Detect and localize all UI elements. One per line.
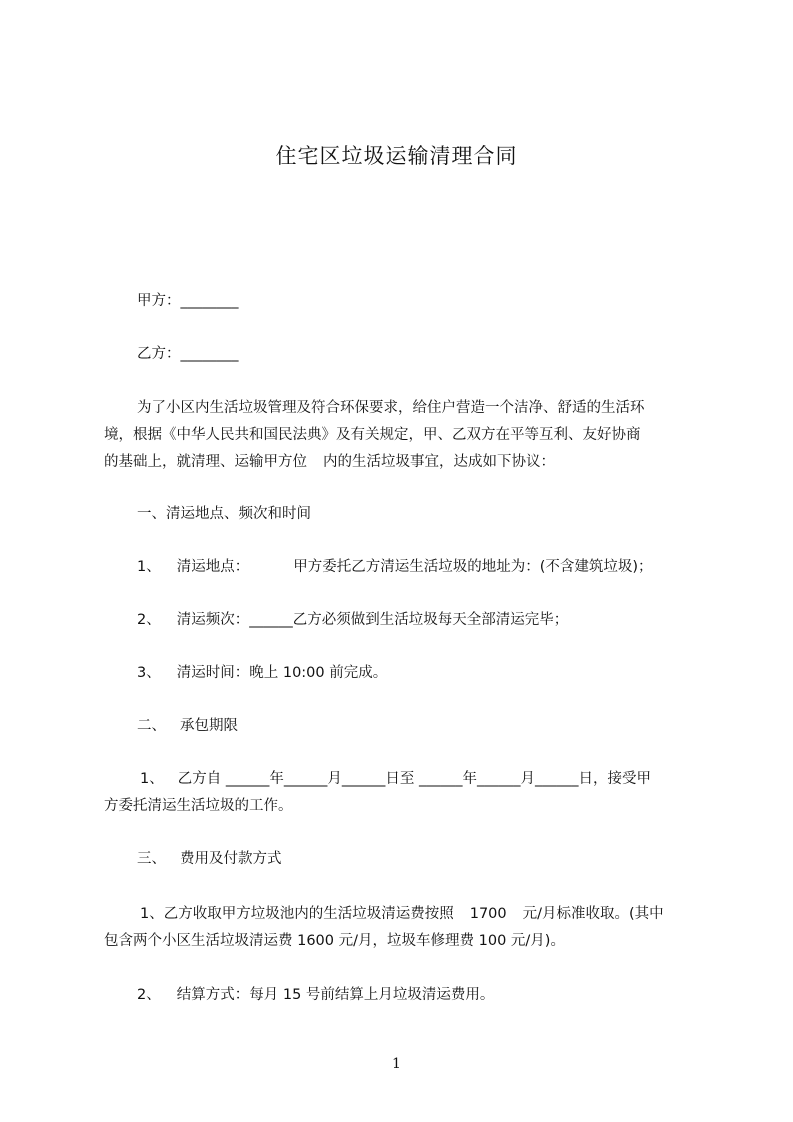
heading-text: 承包期限 bbox=[180, 718, 238, 734]
section-2-heading bbox=[137, 714, 238, 738]
item-text: 清运频次：______乙方必须做到生活垃圾每天全部清运完毕； bbox=[176, 612, 569, 628]
item-number: 2、 bbox=[137, 612, 161, 628]
section-1-item-3 bbox=[137, 661, 387, 685]
heading-text: 费用及付款方式 bbox=[180, 851, 282, 867]
section-3-heading bbox=[137, 847, 282, 871]
section-1-heading: 一、清运地点、频次和时间 bbox=[137, 506, 311, 522]
item-number: 3、 bbox=[137, 665, 161, 681]
fee-amount: 1700 bbox=[469, 906, 507, 922]
section-3-item-1-line-2: 包含两个小区生活垃圾清运费 1600 元/月，垃圾车修理费 100 元/月)。 bbox=[104, 933, 565, 949]
item-text: 乙方自 ______年______月______日至 ______年______月______日，接受甲 bbox=[177, 771, 651, 787]
heading-number: 三、 bbox=[137, 851, 166, 867]
intro-line-3 bbox=[104, 450, 555, 474]
item-text: 结算方式：每月 15 号前结算上月垃圾清运费用。 bbox=[176, 987, 495, 1003]
section-2-item-1-line-1 bbox=[140, 767, 651, 791]
document-title: 住宅区垃圾运输清理合同 bbox=[275, 144, 518, 168]
section-1-item-1 bbox=[137, 555, 653, 579]
party-b-line: 乙方：________ bbox=[137, 346, 239, 362]
item-text-end: 元/月标准收取。(其中 bbox=[522, 906, 664, 922]
section-2-item-1-line-2: 方委托清运生活垃圾的工作。 bbox=[104, 798, 293, 814]
page-number: 1 bbox=[392, 1056, 401, 1072]
item-number: 2、 bbox=[137, 987, 161, 1003]
section-3-item-1-line-1 bbox=[140, 902, 664, 926]
party-a-line: 甲方：________ bbox=[137, 293, 239, 309]
item-number: 1、 bbox=[137, 559, 161, 575]
intro-line-3-part-b: 内的生活垃圾事宜，达成如下协议： bbox=[323, 454, 555, 470]
item-text: 甲方委托乙方清运生活垃圾的地址为：(不含建筑垃圾)； bbox=[293, 559, 653, 575]
intro-line-1: 为了小区内生活垃圾管理及符合环保要求，给住户营造一个洁净、舒适的生活环 bbox=[137, 400, 645, 416]
item-text-start: 1、乙方收取甲方垃圾池内的生活垃圾清运费按照 bbox=[140, 906, 454, 922]
section-3-item-2 bbox=[137, 983, 494, 1007]
intro-line-3-part-a: 的基础上，就清理、运输甲方位 bbox=[104, 454, 307, 470]
item-text: 清运时间：晚上 10:00 前完成。 bbox=[176, 665, 388, 681]
heading-number: 二、 bbox=[137, 718, 166, 734]
item-number: 1、 bbox=[140, 771, 164, 787]
intro-line-2: 境，根据《中华人民共和国民法典》及有关规定，甲、乙双方在平等互利、友好协商 bbox=[104, 427, 641, 443]
section-1-item-2 bbox=[137, 608, 568, 632]
item-label: 清运地点： bbox=[176, 559, 250, 575]
